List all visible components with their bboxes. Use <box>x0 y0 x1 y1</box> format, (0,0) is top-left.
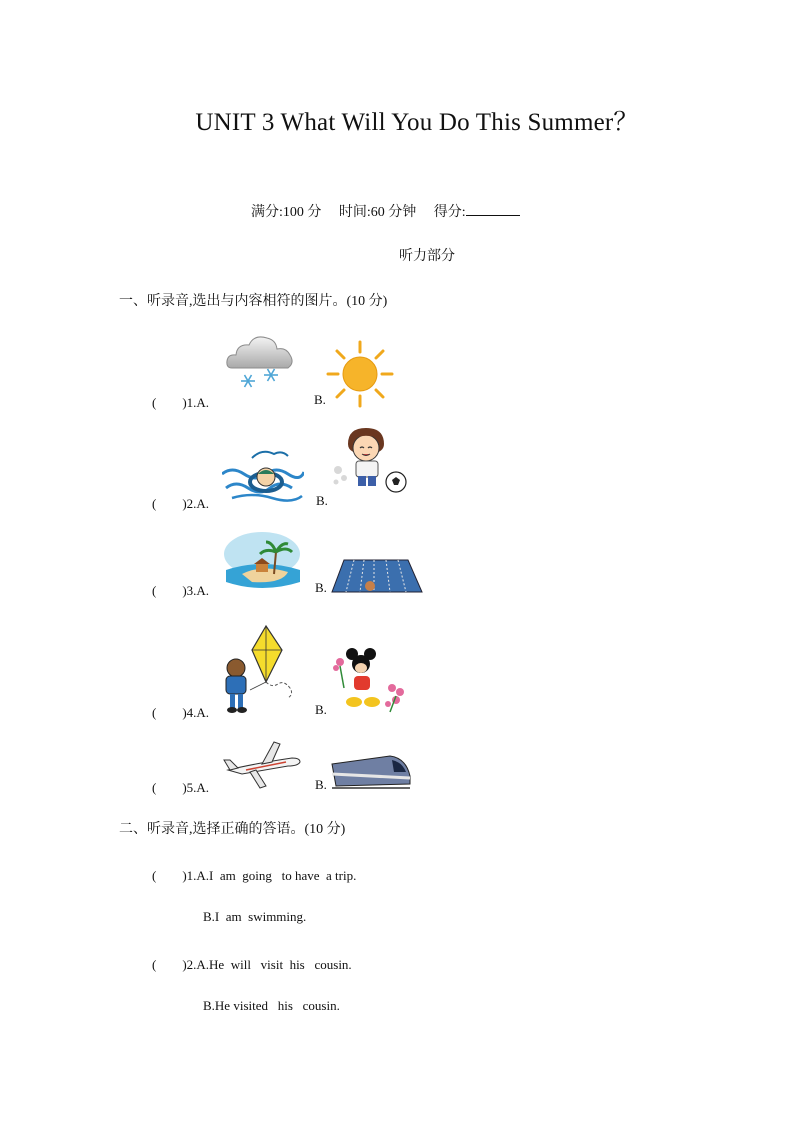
section1-heading: 一、听录音,选出与内容相符的图片。(10 分) <box>119 294 388 309</box>
swimming-pool-icon <box>330 558 424 596</box>
page-title: UNIT 3 What Will You Do This Summer？ <box>195 109 639 136</box>
q1-number: ( )1.A. <box>152 395 210 410</box>
snow-cloud-icon <box>224 330 296 392</box>
s2-q1-option-a: I am going to have a trip. <box>209 868 357 883</box>
time-limit: 时间:60 分钟 <box>338 205 417 220</box>
q5-option-b: B. <box>315 777 327 792</box>
q3-number: ( )3.A. <box>152 583 210 598</box>
q1-option-b: B. <box>314 392 326 407</box>
s2-q2-row <box>152 954 352 973</box>
q5-number: ( )5.A. <box>152 780 210 795</box>
soccer-boy-icon <box>330 426 410 496</box>
beach-island-icon <box>222 530 304 594</box>
swimming-boy-icon <box>222 444 304 504</box>
mickey-flowers-icon <box>330 648 412 716</box>
s2-q1-option-b: B.I am swimming. <box>203 909 307 924</box>
part-label: 听力部分 <box>399 249 455 264</box>
sun-icon <box>326 340 394 408</box>
s2-q2-number: ( )2.A. <box>152 957 210 972</box>
q4-option-b: B. <box>315 702 327 717</box>
full-score: 满分:100 分 <box>251 205 322 220</box>
score-label: 得分: <box>433 205 466 220</box>
q2-option-b: B. <box>316 493 328 508</box>
train-icon <box>330 752 412 792</box>
q2-number: ( )2.A. <box>152 496 210 511</box>
q4-number: ( )4.A. <box>152 705 210 720</box>
airplane-icon <box>222 740 302 792</box>
section2-heading: 二、听录音,选择正确的答语。(10 分) <box>119 822 346 837</box>
s2-q2-option-b: B.He visited his cousin. <box>203 998 340 1013</box>
s2-q2-option-a: He will visit his cousin. <box>209 957 352 972</box>
exam-meta <box>251 201 534 221</box>
s2-q1-number: ( )1.A. <box>152 868 210 883</box>
score-blank[interactable] <box>466 203 520 216</box>
q3-option-b: B. <box>315 580 327 595</box>
s2-q1-row <box>152 865 356 884</box>
kite-boy-icon <box>218 624 300 716</box>
